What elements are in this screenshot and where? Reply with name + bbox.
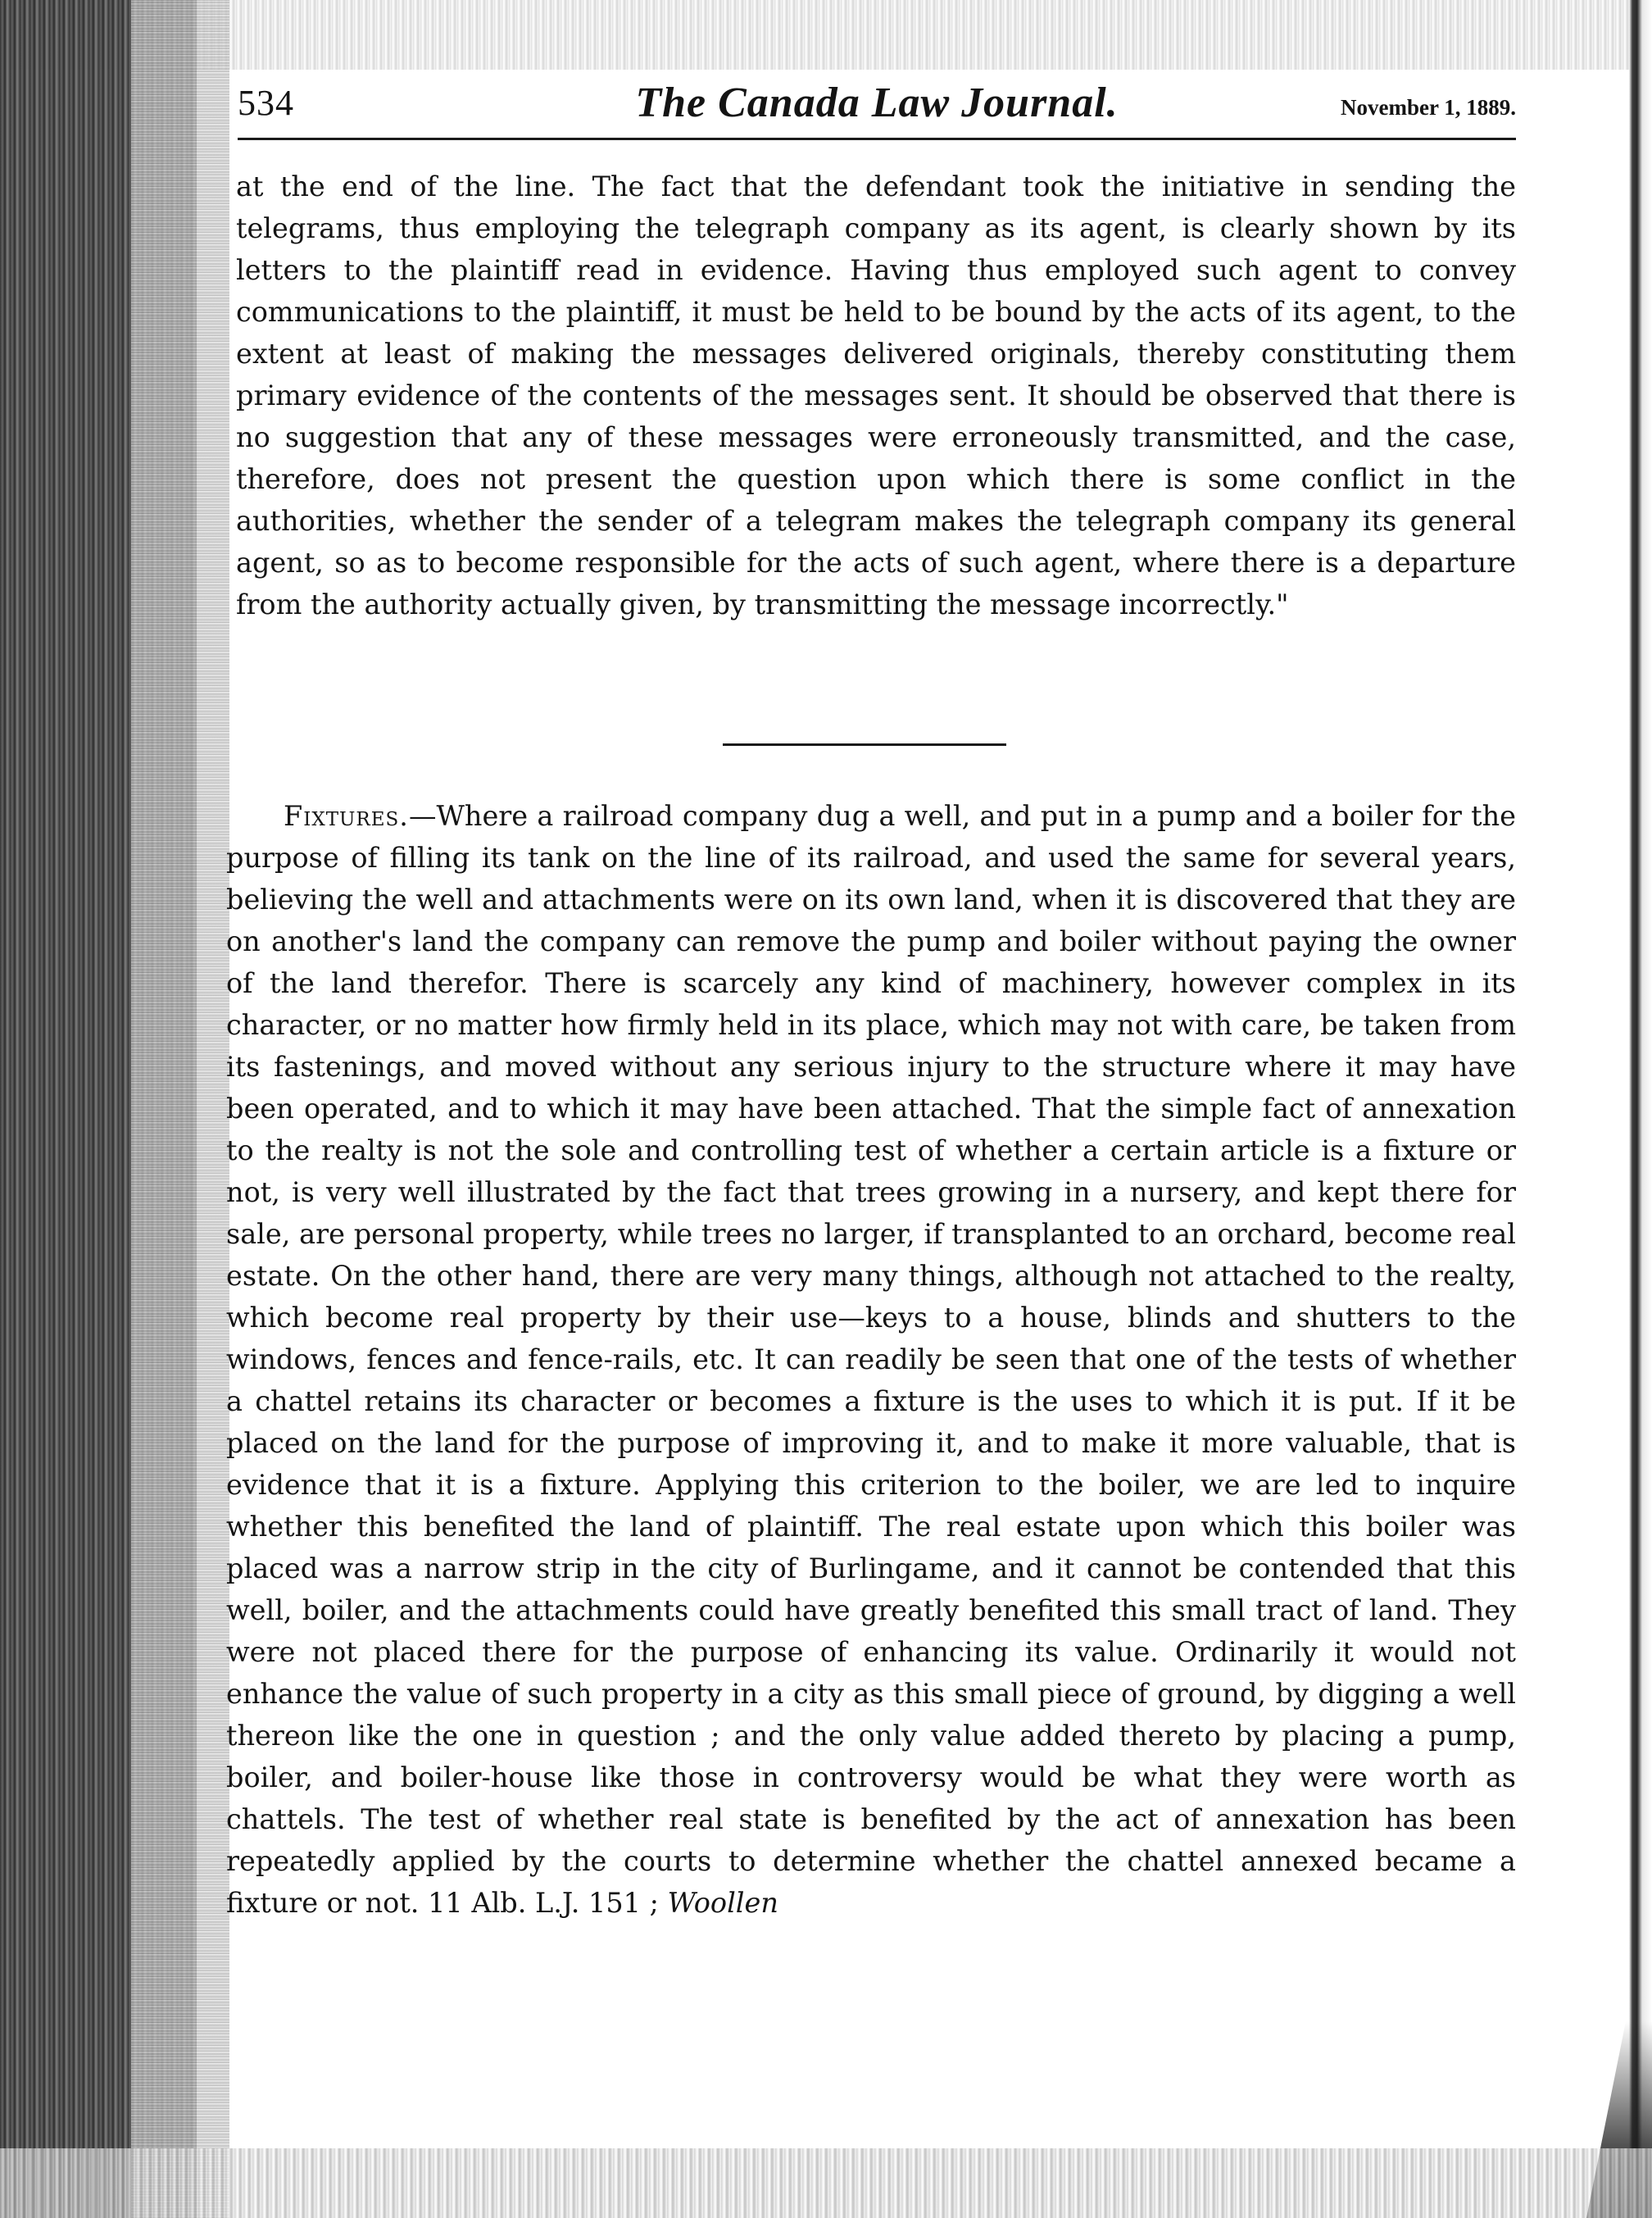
journal-page xyxy=(221,57,1516,2188)
issue-date: November 1, 1889. xyxy=(1341,95,1516,120)
continued-paragraph-text: at the end of the line. The fact that the defendant took the initiative in sending the telegrams, thus employing the telegraph company as its agent, is clearly shown by its letters to the plaintiff read in evidence. Having thus employed such agent to convey communications to the plaintiff, it must be held to be bound by the acts of its agent, to the extent at least of making the messages delivered originals, thereby constituting them primary evidence of the contents of the messages sent. It should be observed that there is no suggestion that any of these messages were erroneously transmitted, and the case, therefore, does not present the question upon which there is some conflict in the authorities, whether the sender of a telegram makes the telegraph company its general agent, so as to become responsible for the acts of such agent, where there is a departure from the authority actually given, by transmitting the message incorrectly." xyxy=(236,170,1516,620)
fixtures-trailing-case-name: Woollen xyxy=(667,1887,778,1919)
page-number: 534 xyxy=(238,83,294,123)
fixtures-body: —Where a railroad company dug a well, and put in a pump and a boiler for the purpose of filling its tank on the line of its railroad, and used the same for several years, believing the well and attachments were on its own land, when it is discovered that they are on another's land the company can remove the pump and boiler without paying the owner of the land therefor. There is scarcely any kind of machinery, however complex in its character, or no matter how firmly held in its place, which may not with care, be taken from its fastenings, and moved without any serious injury to the structure where it may have been operated, and to which it may have been attached. That the simple fact of annexation to the realty is not the sole and controlling test of whether a certain article is a fixture or not, is very well illustrated by the fact that trees growing in a nursery, and kept there for sale, are personal property, while trees no larger, if transplanted to an orchard, become real estate. On the other hand, there are very many things, although not attached to the realty, which become real property by their use—keys to a house, blinds and shutters to the windows, fences and fence-rails, etc. It can readily be seen that one of the tests of whether a chattel retains its character or becomes a fixture is the uses to which it is put. If it be placed on the land for the purpose of improving it, and to make it more valuable, that is evidence that it is a fixture. Applying this criterion to the boiler, we are led to inquire whether this benefited the land of plaintiff. The real estate upon which this boiler was placed was a narrow strip in the city of Burlingame, and it cannot be contended that this well, boiler, and the attachments could have greatly benefited this small tract of land. They were not placed there for the purpose of enhancing its value. Ordinarily it would not enhance the value of such property in a city as this small piece of ground, by digging a well thereon like the one in question ; and the only value added thereto by placing a pump, boiler, and boiler-house like those in controversy would be what they were worth as chattels. The test of whether real state is benefited by the act of annexation has been repeatedly applied by the courts to determine whether the chattel annexed became a fixture or not. xyxy=(226,800,1516,1919)
fixtures-heading: Fixtures. xyxy=(284,800,409,832)
fixtures-paragraph xyxy=(226,795,1516,1924)
running-head xyxy=(238,72,1516,130)
continued-paragraph xyxy=(236,166,1516,625)
scan-right-edge xyxy=(1629,0,1652,2218)
fixtures-citation: 11 Alb. L.J. 151 ; xyxy=(419,1887,668,1919)
section-divider xyxy=(723,743,1006,746)
header-rule xyxy=(238,138,1516,140)
fixtures-article xyxy=(226,795,1516,1924)
scan-binding-fade xyxy=(131,0,229,2218)
journal-title: The Canada Law Journal. xyxy=(635,80,1119,126)
